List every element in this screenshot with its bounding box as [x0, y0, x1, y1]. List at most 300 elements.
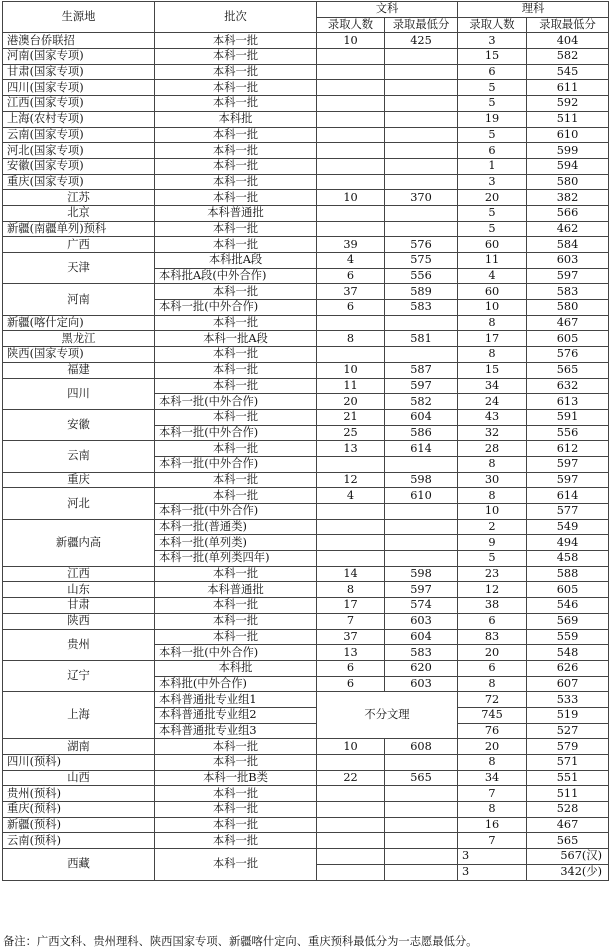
arts-min-cell: [385, 158, 458, 174]
science-min-cell: 597: [527, 268, 609, 284]
science-min-cell: 626: [527, 660, 609, 676]
batch-cell: 本科一批: [155, 441, 317, 457]
science-count-cell: 24: [458, 394, 527, 410]
science-min-cell: 545: [527, 64, 609, 80]
arts-count-cell: [317, 802, 385, 818]
province-cell: 新疆(喀什定向): [3, 315, 155, 331]
province-cell: 重庆(预科): [3, 802, 155, 818]
science-count-cell: 60: [458, 284, 527, 300]
science-count-cell: 5: [458, 127, 527, 143]
table-row: [3, 629, 609, 645]
province-cell: 湖南: [3, 739, 155, 755]
science-count-cell: 3: [458, 864, 527, 880]
arts-min-cell: 556: [385, 268, 458, 284]
batch-cell: 本科一批: [155, 833, 317, 849]
science-min-cell: 584: [527, 237, 609, 253]
province-cell: 甘肃(国家专项): [3, 64, 155, 80]
science-min-cell: 599: [527, 143, 609, 159]
arts-count-cell: 39: [317, 237, 385, 253]
science-count-cell: 15: [458, 49, 527, 65]
province-cell: 上海: [3, 692, 155, 739]
province-cell: 福建: [3, 362, 155, 378]
science-min-cell: 511: [527, 111, 609, 127]
science-min-cell: 580: [527, 174, 609, 190]
batch-cell: 本科一批: [155, 96, 317, 112]
science-min-cell: 549: [527, 519, 609, 535]
science-count-cell: 32: [458, 425, 527, 441]
arts-count-cell: [317, 864, 385, 880]
arts-count-cell: 6: [317, 300, 385, 316]
table-row: [3, 692, 609, 708]
science-count-cell: 8: [458, 488, 527, 504]
batch-cell: 本科批: [155, 660, 317, 676]
science-count-cell: 34: [458, 770, 527, 786]
table-row: [3, 598, 609, 614]
arts-min-cell: [385, 205, 458, 221]
arts-min-cell: 574: [385, 598, 458, 614]
science-min-cell: 527: [527, 723, 609, 739]
table-row: [3, 441, 609, 457]
table-row: [3, 362, 609, 378]
science-min-cell: 571: [527, 755, 609, 771]
science-min-cell: 494: [527, 535, 609, 551]
batch-cell: 本科一批: [155, 566, 317, 582]
science-min-cell: 548: [527, 645, 609, 661]
science-count-cell: 20: [458, 645, 527, 661]
science-count-cell: 16: [458, 817, 527, 833]
batch-cell: 本科一批: [155, 472, 317, 488]
science-count-cell: 8: [458, 347, 527, 363]
arts-count-cell: [317, 143, 385, 159]
arts-count-cell: [317, 221, 385, 237]
science-count-cell: 83: [458, 629, 527, 645]
batch-cell: 本科一批(单列类): [155, 535, 317, 551]
arts-count-cell: [317, 174, 385, 190]
science-min-cell: 632: [527, 378, 609, 394]
science-count-cell: 3: [458, 174, 527, 190]
table-row: [3, 33, 609, 49]
arts-min-cell: [385, 221, 458, 237]
table-row: [3, 802, 609, 818]
table-row: [3, 253, 609, 269]
science-min-cell: 605: [527, 331, 609, 347]
batch-cell: 本科一批: [155, 629, 317, 645]
table-row: [3, 472, 609, 488]
province-cell: 贵州(预科): [3, 786, 155, 802]
table-row: [3, 205, 609, 221]
province-cell: 江苏: [3, 190, 155, 206]
batch-cell: 本科一批(中外合作): [155, 300, 317, 316]
arts-min-cell: [385, 64, 458, 80]
batch-cell: 本科一批: [155, 347, 317, 363]
arts-min-cell: [385, 849, 458, 865]
arts-min-cell: 604: [385, 409, 458, 425]
science-count-cell: 3: [458, 849, 527, 865]
science-min-cell: 404: [527, 33, 609, 49]
arts-count-cell: [317, 535, 385, 551]
arts-count-cell: 10: [317, 33, 385, 49]
science-count-cell: 3: [458, 33, 527, 49]
arts-count-cell: [317, 833, 385, 849]
science-count-cell: 19: [458, 111, 527, 127]
batch-cell: 本科一批: [155, 64, 317, 80]
arts-count-cell: 37: [317, 629, 385, 645]
arts-min-cell: 597: [385, 582, 458, 598]
batch-cell: 本科普通批: [155, 205, 317, 221]
science-count-cell: 8: [458, 456, 527, 472]
arts-min-cell: 582: [385, 394, 458, 410]
arts-min-cell: [385, 315, 458, 331]
science-count-cell: 38: [458, 598, 527, 614]
table-row: [3, 127, 609, 143]
science-min-cell: 583: [527, 284, 609, 300]
arts-count-cell: [317, 158, 385, 174]
science-min-cell: 462: [527, 221, 609, 237]
science-min-cell: 580: [527, 300, 609, 316]
science-min-cell: 588: [527, 566, 609, 582]
province-cell: 新疆(南疆单列)预科: [3, 221, 155, 237]
batch-cell: 本科一批B类: [155, 770, 317, 786]
science-count-cell: 6: [458, 613, 527, 629]
batch-cell: 本科一批: [155, 378, 317, 394]
arts-min-cell: [385, 519, 458, 535]
arts-min-cell: [385, 551, 458, 567]
science-min-cell: 607: [527, 676, 609, 692]
arts-count-cell: [317, 315, 385, 331]
arts-count-cell: [317, 127, 385, 143]
table-body: [3, 33, 609, 880]
arts-min-cell: 583: [385, 645, 458, 661]
science-count-cell: 12: [458, 582, 527, 598]
science-min-cell: 592: [527, 96, 609, 112]
science-count-cell: 8: [458, 755, 527, 771]
batch-cell: 本科一批: [155, 174, 317, 190]
batch-cell: 本科普通批: [155, 582, 317, 598]
arts-min-cell: [385, 174, 458, 190]
batch-cell: 本科一批: [155, 80, 317, 96]
batch-cell: 本科一批: [155, 786, 317, 802]
batch-cell: 本科一批(中外合作): [155, 394, 317, 410]
arts-min-cell: 603: [385, 613, 458, 629]
province-cell: 四川(国家专项): [3, 80, 155, 96]
batch-cell: 本科一批: [155, 284, 317, 300]
table-row: [3, 221, 609, 237]
arts-count-cell: [317, 849, 385, 865]
arts-min-cell: [385, 49, 458, 65]
table-row: [3, 660, 609, 676]
arts-min-cell: 581: [385, 331, 458, 347]
province-cell: 云南(预科): [3, 833, 155, 849]
table-row: [3, 613, 609, 629]
admission-score-table: [2, 1, 609, 881]
science-count-cell: 8: [458, 315, 527, 331]
batch-cell: 本科一批: [155, 237, 317, 253]
arts-min-cell: [385, 504, 458, 520]
arts-min-cell: 587: [385, 362, 458, 378]
science-min-cell: 565: [527, 833, 609, 849]
batch-cell: 本科批: [155, 111, 317, 127]
arts-min-cell: [385, 786, 458, 802]
science-min-cell: 603: [527, 253, 609, 269]
batch-cell: 本科一批: [155, 817, 317, 833]
table-row: [3, 143, 609, 159]
batch-cell: 本科一批: [155, 190, 317, 206]
table-row: [3, 237, 609, 253]
batch-cell: 本科一批(中外合作): [155, 645, 317, 661]
science-min-cell: 569: [527, 613, 609, 629]
batch-cell: 本科一批(单列类四年): [155, 551, 317, 567]
science-count-cell: 5: [458, 205, 527, 221]
table-row: [3, 64, 609, 80]
batch-cell: 本科一批: [155, 315, 317, 331]
arts-count-cell: 6: [317, 268, 385, 284]
arts-min-cell: 614: [385, 441, 458, 457]
table-row: [3, 284, 609, 300]
science-min-cell: 467: [527, 315, 609, 331]
science-min-cell: 566: [527, 205, 609, 221]
arts-min-cell: 598: [385, 472, 458, 488]
science-count-cell: 30: [458, 472, 527, 488]
arts-count-cell: [317, 205, 385, 221]
science-count-cell: 20: [458, 190, 527, 206]
table-row: [3, 315, 609, 331]
arts-count-cell: [317, 755, 385, 771]
arts-min-cell: 370: [385, 190, 458, 206]
arts-count-cell: [317, 80, 385, 96]
science-count-cell: 34: [458, 378, 527, 394]
arts-min-cell: 603: [385, 676, 458, 692]
science-count-cell: 11: [458, 253, 527, 269]
arts-min-cell: 425: [385, 33, 458, 49]
science-count-cell: 8: [458, 676, 527, 692]
science-min-header: 录取最低分: [527, 17, 609, 33]
arts-min-cell: [385, 143, 458, 159]
province-cell: 云南(国家专项): [3, 127, 155, 143]
science-count-cell: 17: [458, 331, 527, 347]
batch-cell: 本科一批(中外合作): [155, 456, 317, 472]
province-cell: 安徽: [3, 409, 155, 440]
science-min-cell: 613: [527, 394, 609, 410]
arts-count-cell: 14: [317, 566, 385, 582]
science-min-cell: 610: [527, 127, 609, 143]
table-row: [3, 849, 609, 865]
science-count-cell: 745: [458, 707, 527, 723]
science-count-cell: 4: [458, 268, 527, 284]
arts-count-cell: 17: [317, 598, 385, 614]
arts-min-cell: [385, 456, 458, 472]
table-row: [3, 331, 609, 347]
province-cell: 江西(国家专项): [3, 96, 155, 112]
arts-min-cell: 565: [385, 770, 458, 786]
science-count-cell: 6: [458, 660, 527, 676]
arts-min-cell: [385, 755, 458, 771]
batch-cell: 本科批A段: [155, 253, 317, 269]
province-cell: 辽宁: [3, 660, 155, 691]
science-min-cell: 511: [527, 786, 609, 802]
science-count-cell: 5: [458, 80, 527, 96]
science-count-cell: 6: [458, 64, 527, 80]
table-row: [3, 158, 609, 174]
science-count-cell: 76: [458, 723, 527, 739]
batch-cell: 本科一批: [155, 362, 317, 378]
table-row: [3, 582, 609, 598]
province-cell: 港澳台侨联招: [3, 33, 155, 49]
province-cell: 江西: [3, 566, 155, 582]
science-count-cell: 72: [458, 692, 527, 708]
arts-min-cell: [385, 96, 458, 112]
science-count-cell: 5: [458, 551, 527, 567]
science-min-cell: 567(汉): [527, 849, 609, 865]
batch-cell: 本科一批A段: [155, 331, 317, 347]
arts-count-cell: [317, 347, 385, 363]
arts-min-cell: 608: [385, 739, 458, 755]
arts-merged-cell: 不分文理: [317, 692, 458, 739]
science-min-cell: 519: [527, 707, 609, 723]
science-min-cell: 591: [527, 409, 609, 425]
province-cell: 陕西(国家专项): [3, 347, 155, 363]
arts-min-cell: 610: [385, 488, 458, 504]
province-cell: 河南: [3, 284, 155, 315]
batch-cell: 本科一批: [155, 613, 317, 629]
batch-cell: 本科一批: [155, 409, 317, 425]
province-cell: 天津: [3, 253, 155, 284]
province-cell: 陕西: [3, 613, 155, 629]
arts-min-cell: 597: [385, 378, 458, 394]
science-count-cell: 23: [458, 566, 527, 582]
batch-cell: 本科批A段(中外合作): [155, 268, 317, 284]
arts-count-cell: 13: [317, 441, 385, 457]
science-min-cell: 594: [527, 158, 609, 174]
table-row: [3, 190, 609, 206]
science-header: 理科: [458, 2, 609, 18]
table-row: [3, 49, 609, 65]
batch-cell: 本科一批: [155, 158, 317, 174]
arts-count-cell: 13: [317, 645, 385, 661]
science-count-cell: 8: [458, 802, 527, 818]
arts-header: 文科: [317, 2, 458, 18]
arts-count-cell: [317, 817, 385, 833]
science-min-cell: 546: [527, 598, 609, 614]
table-row: [3, 96, 609, 112]
table-row: [3, 519, 609, 535]
province-cell: 四川(预科): [3, 755, 155, 771]
science-min-cell: 528: [527, 802, 609, 818]
batch-cell: 本科一批: [155, 755, 317, 771]
arts-count-cell: 6: [317, 660, 385, 676]
science-count-cell: 2: [458, 519, 527, 535]
table-row: [3, 80, 609, 96]
batch-cell: 本科一批: [155, 488, 317, 504]
arts-min-cell: [385, 833, 458, 849]
batch-cell: 本科普通批专业组1: [155, 692, 317, 708]
arts-min-cell: 604: [385, 629, 458, 645]
province-cell: 重庆: [3, 472, 155, 488]
science-min-cell: 582: [527, 49, 609, 65]
table-row: [3, 378, 609, 394]
province-cell: 甘肃: [3, 598, 155, 614]
arts-min-cell: [385, 111, 458, 127]
arts-min-cell: [385, 802, 458, 818]
arts-min-cell: 583: [385, 300, 458, 316]
table-row: [3, 347, 609, 363]
arts-count-cell: 21: [317, 409, 385, 425]
province-cell: 山西: [3, 770, 155, 786]
science-min-cell: 342(少): [527, 864, 609, 880]
arts-min-cell: [385, 347, 458, 363]
batch-cell: 本科普通批专业组2: [155, 707, 317, 723]
table-row: [3, 111, 609, 127]
province-header: 生源地: [3, 2, 155, 33]
footnote: 备注：广西文科、贵州理科、陕西国家专项、新疆喀什定向、重庆预科最低分为一志愿最低分。: [3, 935, 478, 948]
batch-cell: 本科一批: [155, 127, 317, 143]
province-cell: 山东: [3, 582, 155, 598]
header-row-1: [3, 2, 609, 18]
table-row: [3, 770, 609, 786]
arts-count-cell: [317, 456, 385, 472]
arts-count-cell: 22: [317, 770, 385, 786]
science-count-cell: 5: [458, 221, 527, 237]
arts-count-cell: [317, 64, 385, 80]
table-row: [3, 174, 609, 190]
arts-count-cell: 6: [317, 676, 385, 692]
arts-min-cell: 586: [385, 425, 458, 441]
arts-min-cell: [385, 817, 458, 833]
science-count-cell: 5: [458, 96, 527, 112]
arts-count-cell: 7: [317, 613, 385, 629]
arts-count-cell: 8: [317, 331, 385, 347]
table-row: [3, 739, 609, 755]
arts-min-cell: 576: [385, 237, 458, 253]
science-min-cell: 382: [527, 190, 609, 206]
science-min-cell: 597: [527, 456, 609, 472]
province-cell: 新疆(预科): [3, 817, 155, 833]
science-min-cell: 565: [527, 362, 609, 378]
science-count-cell: 6: [458, 143, 527, 159]
table-row: [3, 488, 609, 504]
province-cell: 重庆(国家专项): [3, 174, 155, 190]
province-cell: 云南: [3, 441, 155, 472]
science-min-cell: 556: [527, 425, 609, 441]
science-count-cell: 43: [458, 409, 527, 425]
science-count-cell: 15: [458, 362, 527, 378]
arts-count-header: 录取人数: [317, 17, 385, 33]
arts-min-cell: [385, 80, 458, 96]
province-cell: 安徽(国家专项): [3, 158, 155, 174]
arts-count-cell: [317, 49, 385, 65]
batch-cell: 本科批(中外合作): [155, 676, 317, 692]
science-count-header: 录取人数: [458, 17, 527, 33]
arts-count-cell: [317, 96, 385, 112]
science-count-cell: 20: [458, 739, 527, 755]
science-min-cell: 611: [527, 80, 609, 96]
province-cell: 河南(国家专项): [3, 49, 155, 65]
province-cell: 北京: [3, 205, 155, 221]
arts-count-cell: 10: [317, 739, 385, 755]
arts-count-cell: 11: [317, 378, 385, 394]
science-min-cell: 612: [527, 441, 609, 457]
science-min-cell: 467: [527, 817, 609, 833]
science-min-cell: 458: [527, 551, 609, 567]
science-min-cell: 551: [527, 770, 609, 786]
table-row: [3, 566, 609, 582]
arts-count-cell: [317, 519, 385, 535]
science-count-cell: 7: [458, 786, 527, 802]
batch-cell: 本科一批(中外合作): [155, 425, 317, 441]
table-row: [3, 755, 609, 771]
arts-min-cell: [385, 535, 458, 551]
batch-header: 批次: [155, 2, 317, 33]
province-cell: 西藏: [3, 849, 155, 880]
